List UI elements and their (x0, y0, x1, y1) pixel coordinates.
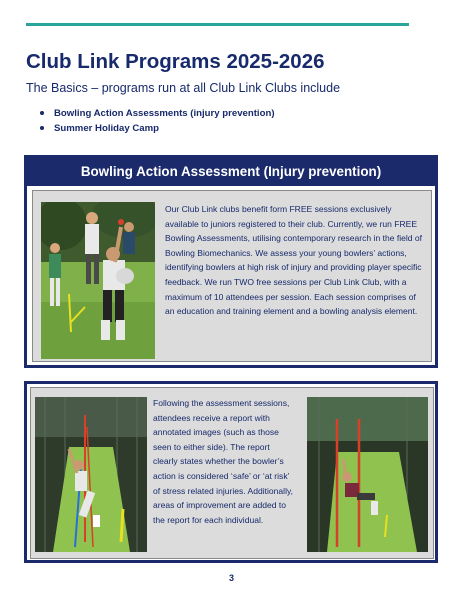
junior-bowler-photo (41, 202, 155, 359)
panel-body (32, 190, 432, 362)
assessment-description: Our Club Link clubs benefit form FREE sessions exclusively available to juniors registered to their club. Currently, we run FREE Bowling Assessments, utilising contemporary research in the field of Bowling Biomechanics. We assess your young bowlers’ actions, identifying bowlers at high risk of injury and providing player specific feedback. We run TWO free sessions per Club Link Club, with a maximum of 10 attendees per session. Each session comprises of an education and training element and a bowling analysis element. (165, 204, 423, 317)
assessment-report-panel (24, 381, 438, 563)
bowler-net-photo-left (35, 397, 147, 552)
program-list (40, 106, 275, 136)
report-description: Following the assessment sessions, attendees receive a report with annotated images (such as those seen to either side). The report clearly states whether the bowler’s action is considered ‘safe’ or ‘at risk’ of stress related injuries. Additionally, areas of improvement are added to the report for each individual. (153, 398, 293, 525)
panel-header: Bowling Action Assessment (Injury prevention) (27, 158, 435, 186)
page-title: Club Link Programs 2025-2026 (26, 50, 325, 73)
page-number: 3 (228, 573, 234, 583)
program-item: Bowling Action Assessments (injury prevention) (40, 106, 275, 121)
page-subtitle: The Basics – programs run at all Club Link Clubs include (26, 81, 341, 95)
panel-body (30, 387, 434, 559)
top-rule (26, 23, 409, 26)
program-item: Summer Holiday Camp (40, 121, 275, 136)
bowler-net-photo-right (307, 397, 428, 552)
bowling-assessment-panel (24, 155, 438, 368)
